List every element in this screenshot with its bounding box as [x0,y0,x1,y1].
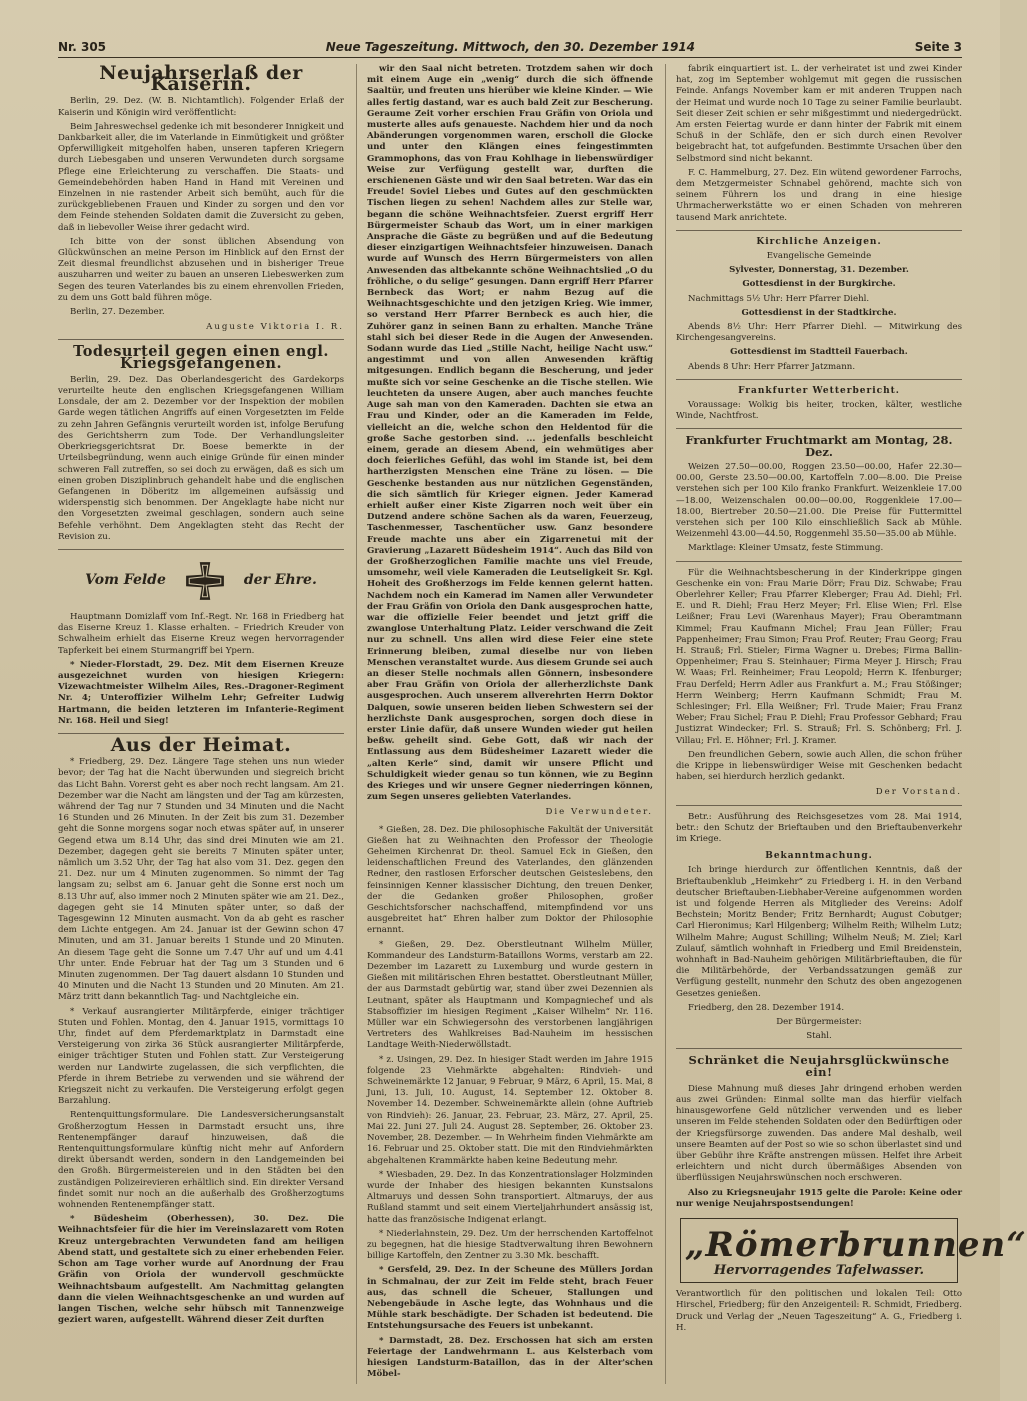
divider [676,805,962,806]
article-paragraph: * Gersfeld, 29. Dez. In der Scheune des Müllers Jordan in Schmalnau, der zur Zeit im Felde steht, brach Feuer aus, das schnell die Scheuer, Stallungen und Nebengebäude in Asche legte, das Wohnhaus und die Mühle stark beschädigte. Der Schaden ist bedeutend. Die Entstehungsursache des Feuers ist unbekannt. [367,1265,653,1332]
section-header-right: der Ehre. [243,572,317,589]
article-paragraph: * Gießen, 28. Dez. Die philosophische Fakultät der Universität Gießen hat zu Weihnachten den Professor der Theologie Geheimen Kirchenrat Dr. theol. Samuel Eck in Gießen, den leidenschaftlichen Freund des Vaterlandes, den glänzenden Redner, den rastlosen Erforscher deutschen Geisteslebens, den feinsinnigen Kenner klassischer Dichtung, den treuen Denker, der die Gedanken großer Philosophen, großer Geschichtsforscher nachschaffend, mitempfindend vor uns ausgebreitet hat“ Ehren halber zum Doktor der Philosophie ernannt. [367,824,653,936]
article-paragraph: Berlin, 29. Dez. Das Oberlandesgericht des Gardekorps verurteilte heute den englischen Kriegsgefangenen William Lonsdale, der am 2. Dezember vor der Inspektion der mobilen Garde wegen tätlichen Angriffs auf einen Vorgesetzten im Felde zu zehn Jahren Gefängnis verurteilt worden ist, infolge Berufung des Gerichtsherrn zum Tode. Der Verhandlungsleiter Oberkriegsgerichtsrat Dr. Boese bemerkte in der Urteilsbegründung, wenn auch einige Gründe für einen minder schweren Fall zutreffen, so sei doch zu erwägen, daß es sich um einen groben Disziplinbruch gehandelt habe und die englischen Gefangenen in Döberitz im allgemeinen aufsässig und widerspenstig sich benommen. Der Angeklagte habe nicht nur den Vorgesetzten zweimal geschlagen, sondern auch seine Befehle verhöhnt. Dem Angeklagten steht das Recht der Revision zu. [58,374,344,542]
church-line: Gottesdienst im Stadtteil Fauerbach. [730,347,908,358]
section-header-felde [58,560,344,602]
article-paragraph: Betr.: Ausführung des Reichsgesetzes vom 28. Mai 1914, betr.: den Schutz der Brieftauben und den Brieftaubenverkehr im Kriege. [676,811,962,844]
ad-brand: „Römerbrunnen“ [685,1225,1027,1266]
headline-neujahrserlass: Neujahrserlaß der Kaiserin. [99,62,303,96]
article-paragraph: * Verkauf ausrangierter Militärpferde, einiger trächtiger Stuten und Fohlen. Montag, den 4. Januar 1915, vormittags 10 Uhr, findet auf dem Pferdemarktplatz in Darmstadt eine Versteigerung von zirka 36 Stück ausrangierter Militärpferde, einiger trächtiger Stuten und Fohlen statt. Zur Versteigerung werden nur Landwirte zugelassen, die sich verpflichten, die Pferde in ihrem Betriebe zu verwenden und sie während der Kriegszeit nicht zu verkaufen. Die Versteigerung erfolgt gegen Barzahlung. [58,1006,344,1107]
divider [58,549,344,550]
announcement-heading: Bekanntmachung. [765,851,873,862]
signature: Der Bürgermeister: [776,1017,862,1028]
article-paragraph: fabrik einquartiert ist. L. der verheiratet ist und zwei Kinder hat, zog im September wohlgemut mit gegen die russischen Feinde. Anfangs November kam er mit anderen Truppen nach der Heimat und wurde noch 10 Tage zu seiner Familie beurlaubt. Seit dieser Zeit schien er sehr mißgestimmt und niedergedrückt. Am ersten Feiertag wurde er dann hinter der Fabrik mit einem Schuß in der Schläfe, den er sich durch einen Revolver beigebracht hat, tot aufgefunden. Bestimmte Ursachen über den Selbstmord sind nicht bekannt. [676,64,962,164]
article-dateline: Berlin, 27. Dezember. [70,307,165,318]
column-3 [665,64,1027,1384]
article-paragraph: Berlin, 29. Dez. (W. B. Nichtamtlich). Folgender Erlaß der Kaiserin und Königin wird veröffentlicht: [58,96,344,118]
signature: Die Verwundeter. [545,807,653,818]
issue-number: Nr. 305 [58,40,107,54]
divider [676,230,962,231]
article-paragraph: Diese Mahnung muß dieses Jahr dringend erhoben werden aus zwei Gründen: Einmal sollte man das hierfür vielfach hinausgeworfene Geld nützlicher verwenden und es lieber unseren im Felde stehenden Soldaten oder den Bedürftigen oder der Kriegsfürsorge zuwenden. Das andere Mal deshalb, weil unsere Beamten auf der Post so wie so schon überlastet sind und über Gebühr ihre Kräfte anstrengen müssen. Helfet ihre Arbeit erleichtern und nicht durch übermäßiges Absenden von überflüssigen Neujahrswünschen noch erschweren. [676,1083,962,1184]
article-paragraph: F. C. Hammelburg, 27. Dez. Ein wütend gewordener Farrochs, dem Metzgermeister Schnabel gehörend, machte sich von seinem Führern los und drang in eine hiesige Uhrmacherwerkstätte wo er einen Schaden von mehreren tausend Mark anrichtete. [676,167,962,223]
headline-todesurteil: Todesurteil gegen einen engl. Kriegsgefangenen. [73,343,329,372]
headline-heimat: Aus der Heimat. [110,733,292,756]
article-dateline: Friedberg, den 28. Dezember 1914. [688,1002,845,1013]
imprint: Verantwortlich für den politischen und lokalen Teil: Otto Hirschel, Friedberg; für den Anzeigenteil: R. Schmidt, Friedberg. Druck und Verlag der „Neuen Tageszeitung“ A. G., Friedberg i. H. [676,1289,962,1333]
article-paragraph: * Gießen, 29. Dez. Oberstleutnant Wilhelm Müller, Kommandeur des Landsturm-Bataillons Worms, verstarb am 22. Dezember im Lazarett zu Luxemburg und wurde gestern in Gießen mit militärischen Ehren bestattet. Oberstleutnant Müller, der aus Darmstadt gebürtig war, stand über zwei Dezennien als Leutnant, später als Hauptmann und Kompagniechef und als Stabsoffizier im hiesigen Regiment „Kaiser Wilhelm“ Nr. 116. Müller war ein Schwiegersohn des verstorbenen langjährigen Vertreters des Wahlkreises Bad-Nauheim im hessischen Landtage Weith-Niederwöllstadt. [367,939,653,1051]
article-paragraph: * Büdesheim (Oberhessen), 30. Dez. Die Weihnachtsfeier für die hier im Vereinslazarett vom Roten Kreuz untergebrachten Verwundeten fand am heiligen Abend statt, und gestaltete sich zu einer erhebenden Feier. Schon am Tage vorher wurde auf Anordnung der Frau Gräfin von Oriola der wundervoll geschmückte Weihnachtsbaum aufgestellt. Am Nachmittag gelangten dann die vielen Weihnachtsgeschenke an und wurden auf langen Tischen, welche sehr hübsch mit Tannenzweige geziert waren, aufgestellt. Während dieser Zeit durften [58,1214,344,1326]
article-paragraph: Für die Weihnachtsbescherung in der Kinderkrippe gingen Geschenke ein von: Frau Marie Dörr; Frau Diz. Schwabe; Frau Oberlehrer Keller; Frau Pfarrer Kleberger; Frau Ad. Diehl; Frl. E. und R. Diehl; Frau Herz Meyer; Frl. Elise Wien; Frl. Else Leißner; Frau Levi (Warenhaus Mayer); Frau Oberamtmann Kimmel; Frau Kaufmann Michel; Frau Jean Füller; Frau Pappenheimer; Frau Simon; Frau Prof. Reuter; Frau Georg; Frau H. Strauß; Frl. Stieler; Firma Wagner u. Drebes; Firma Ballin-Oppenheimer; Frau S. Steinhauer; Firma Meyer J. Hirsch; Frau W. Waas; Frl. Reinheimer; Frau Leopold; Herrn K. Ifenburger; Frau Derfeld; Herrn Adler aus Frankfurt a. M.; Frau Stößinger; Herrn Weinberg; Herrn Kaufmann Schmidt; Frau M. Schlesinger; Frl. Ella Weißner; Frl. Trude Maier; Frau Franz Weber; Frau Sichel; Frau P. Diehl; Frau Professor Gebhard; Frau Justizrat Windecker; Frl. S. Strauß; Frl. S. Schönberg; Frl. J. Villau; Frl. E. Höhner; Frl. J. Kramer. [676,567,962,746]
market-heading: Frankfurter Fruchtmarkt am Montag, 28. Dez. [685,433,953,459]
article-paragraph: Hauptmann Domizlaff vom Inf.-Regt. Nr. 168 in Friedberg hat das Eiserne Kreuz 1. Klasse erhalten. – Friedrich Kreuder von Schwalheim erhielt das Eiserne Kreuz wegen hervorragender Tapferkeit bei einem Sturmangriff bei Ypern. [58,611,344,656]
columns [58,62,1027,1384]
divider [676,561,962,562]
article-paragraph: * z. Usingen, 29. Dez. In hiesiger Stadt werden im Jahre 1915 folgende 23 Viehmärkte abgehalten: Rindvieh- und Schweinemärkte 12 Januar, 9 Februar, 9 März, 6 April, 15. Mai, 8 Juni, 13. Juli, 10. August, 14. September 12. Oktober 8. November 14. Dezember. Schweinemärkte allein (ohne Auftrieb von Rindvieh): 26. Januar, 23. Februar, 23. März, 27. April, 25. Mai 22. Juni 27. Juli 24. August 28. September, 26. Oktober 23. November, 28. Dezember. — In Wehrheim finden Viehmärkte am 16. Februar und 25. Oktober statt. Die mit den Rindviehmärkten abgehaltenen Krammärkte haben keine Bedeutung mehr. [367,1054,653,1166]
article-paragraph: Rentenquittungsformulare. Die Landesversicherungsanstalt Großherzogtum Hessen in Darmstadt ersucht uns, ihre Rentenempfänger darauf hinzuweisen, daß die Rentenquittungsformulare künftig nicht mehr auf Anfordern direkt übersandt werden, sondern in den Landgemeinden bei den Großh. Bürgermeistereien und in den Städten bei den zuständigen Polizeirevieren erhältlich sind. Ein direkter Versand findet somit nur noch an die außerhalb des Großherzogtums wohnenden Rentenempfänger statt. [58,1110,344,1211]
article-paragraph: wir den Saal nicht betreten. Trotzdem sahen wir doch mit einem Auge ein „wenig“ durch die sich öffnende Saaltür, und freuten uns hierüber wie kleine Kinder. — Wie alles fertig dastand, war es auch bald Zeit zur Bescherung. Geraume Zeit vorher erschien Frau Gräfin von Oriola und musterte alles aufs genaueste. Nachdem hier und da noch Abänderungen vorgenommen waren, erscholl die Glocke und unter den Klängen eines feingestimmten Grammophons, das von Frau Kohlhage in liebenswürdiger Weise zur Verfügung gestellt war, durften die erschienenen Gäste und wir den Saal betreten. War das ein Freude! Soviel Liebes und Gutes auf den geschmückten Tischen liegen zu sehen! Nachdem alles zur Stelle war, begann die schöne Weihnachtsfeier. Zuerst ergriff Herr Bürgermeister Schaub das Wort, um in einer markigen Ansprache die Gäste zu begrüßen und auf die Bedeutung dieser einzigartigen Weihnachtsfeier hinzuweisen. Danach wurde auf Wunsch des Herrn Bürgermeisters von allen Anwesenden das altbekannte schöne Weihnachtslied „O du fröhliche, o du selige“ gesungen. Dann ergriff Herr Pfarrer Bernbeck das Wort; er nahm Bezug auf die Weihnachtsgeschichte und den jetzigen Krieg. Wie immer, so verstand Herr Pfarrer Bernbeck es auch hier, die Zuhörer ganz in seinen Bann zu erhalten. Manche Träne stahl sich bei dieser Rede in die Augen der Anwesenden. Sodann wurde das Lied „Stille Nacht, heilige Nacht usw.“ angestimmt und von allen Anwesenden kräftig mitgesungen. Endlich begann die Bescherung, und jeder mußte sich vor seine Geschenke an die Tische stellen. Wie leuchteten da unsere Augen, aber auch manches feuchte Auge sah man von den Kameraden. Dachten sie etwa an Frau und Kinder, oder an die Kameraden im Felde, vielleicht an die, welche schon den Heldentod für die große Sache gestorben sind. ... jedenfalls beschleicht einem, gerade an diesem Abend, ein wehmütiges aber doch feierliches Gefühl, das wohl im Stande ist, bei dem hartherzigsten Menschen eine Träne zu lösen. — Die Geschenke bestanden aus nur nützlichen Gegenständen, die sich sämtlich für Krieger eignen. Jeder Kamerad erhielt außer einer Kiste Zigarren noch weit über ein Dutzend andere schöne Sachen als da waren, Feuerzeug, Taschenmesser, Taschentücher usw. Ganz besondere Freude machte uns aber ein Zigarrenetui mit der Gravierung „Lazarett Büdesheim 1914“. Auch das Bild von der Großherzoglichen Familie machte uns viel Freude, umsomehr, weil viele Kameraden die Leutseligkeit Sr. Kgl. Hoheit des Großherzogs im Felde kennen gelernt hatten. Nachdem noch ein Kamerad im Namen aller Verwundeter der Frau Gräfin von Oriola den Dank ausgesprochen hatte, war die offizielle Feier beendet und jetzt griff die zwanglose Unterhaltung Platz. Leider verschwand die Zeit nur zu schnell. Uns allen wird diese Feier eine stete Erinnerung bleiben, zumal dieselbe nur von lieben Menschen veranstaltet wurde. Aus diesem Grunde sei auch an dieser Stelle nochmals allen Gönnern, insbesondere aber Frau Gräfin von Oriola der allerherzlichste Dank ausgesprochen. Auch unserem allverehrten Herrn Doktor Dalquen, sowie unseren beiden lieben Schwestern sei der herzlichste Dank ausgesprochen, sorgen doch diese in erster Linie dafür, daß unsere Wunden wieder gut heilen beßw. geheilt sind. Gebe Gott, daß wir nach der Entlassung aus dem Büdesheimer Lazarett wieder die „alten Kerle“ sind, damit wir unsere Pflicht und Schuldigkeit wieder genau so tun können, wie zu Beginn des Krieges und wir unsere Gegner niederringen können, zum Segen unseres geliebten Vaterlandes. [367,64,653,803]
weather-forecast: Voraussage: Wolkig bis heiter, trocken, kälter, westliche Winde, Nachtfrost. [676,400,962,422]
church-line: Evangelische Gemeinde [766,251,872,262]
article-paragraph: Also zu Kriegsneujahr 1915 gelte die Parole: Keine oder nur wenige Neujahrspostsendungen! [676,1187,962,1209]
weather-heading: Frankfurter Wetterbericht. [738,385,900,396]
article-paragraph: * Friedberg, 29. Dez. Längere Tage stehen uns nun wieder bevor; der Tag hat die Nacht überwunden und siegreich bricht das Licht Bahn. Vorerst geht es aber noch recht langsam. Am 21. Dezember war die Nacht am längsten und der Tag am kürzesten, während der Tag nur 7 Stunden und 34 Minuten und die Nacht 16 Stunden und 26 Minuten. In der Zeit bis zum 31. Dezember geht die Sonne morgens sogar noch etwas später auf, in unserer Gegend etwa um 8.14 Uhr, das sind drei Minuten wie am 21. Dezember, dagegen geht sie bereits 7 Minuten später unter, nämlich um 3.52 Uhr, der Tag hat also vom 31. Dez. gegen den 21. Dez. nur um 4 Minuten zugenommen. So nimmt der Tag langsam zu; selbst am 6. Januar geht die Sonne erst noch um 8.13 Uhr auf, also immer noch 2 Minuten später wie am 21. Dez., dagegen geht sie 14 Minuten später unter, so daß der Tagesgewinn 12 Minuten ausmacht. Von da ab geht es rascher dem Lichte entgegen. Am 24. Januar ist der Gewinn schon 47 Minuten, und am 31. Januar bereits 1 Stunde und 20 Minuten. An diesem Tage geht die Sonne um 7.47 Uhr auf und um 4.41 Uhr unter. Ende Februar hat der Tag um 3 Stunden und 6 Minuten zugenommen. Der Tag dauert alsdann 10 Stunden und 40 Minuten und die Nacht 13 Stunden und 20 Minuten. Am 21. März tritt dann bekanntlich Tag- und Nachtgleiche ein. [58,757,344,1003]
market-situation: Marktlage: Kleiner Umsatz, feste Stimmung. [688,543,884,554]
church-line: Nachmittags 5½ Uhr: Herr Pfarrer Diehl. [688,293,870,304]
headline-neujahrsglueckwuensche: Schränket die Neujahrsglückwünsche ein! [688,1053,950,1079]
article-paragraph: Ich bitte von der sonst üblichen Absendung von Glückwünschen an meine Person im Hinblick auf den Ernst der Zeit diesmal freundlichst abzusehen und in bisheriger Treue auszuharren und weiter zu bauen an unseren Liebeswerken zum Segen des teuren Vaterlandes bis zu einem ehrenvollen Frieden, zu dem uns Gott bald führen möge. [58,236,344,303]
church-line: Gottesdienst in der Burgkirche. [742,279,896,290]
article-paragraph: * Darmstadt, 28. Dez. Erschossen hat sich am ersten Feiertage der Landwehrmann L. aus Kelsterbach vom hiesigen Landsturm-Bataillon, das in der Alter'schen Möbel- [367,1335,653,1380]
article-paragraph: Beim Jahreswechsel gedenke ich mit besonderer Innigkeit und Dankbarkeit aller, die im Vaterlande in Einmütigkeit und größter Opferwilligkeit mitgeholfen haben, unseren tapferen Kriegern durch Liebesgaben und unseren Verwundeten durch sorgsame Pflege eine Erleichterung zu verschaffen. Die Staats- und Gemeindebehörden haben Hand in Hand mit Vereinen und Einzelnen in nie rastender Arbeit sich bemüht, auch für die zurückgebliebenen Frauen und Kinder zu sorgen und den vor dem Feinde stehenden Soldaten damit die Zuversicht zu geben, daß in liebevoller Weise ihrer gedacht wird. [58,121,344,233]
church-line: Gottesdienst in der Stadtkirche. [741,307,897,318]
iron-cross-icon [184,560,226,602]
divider [58,339,344,340]
church-line: Abends 8 Uhr: Herr Pfarrer Jatzmann. [688,361,856,372]
column-2 [356,64,653,1384]
article-paragraph: * Nieder-Florstadt, 29. Dez. Mit dem Eisernen Kreuze ausgezeichnet wurden von hiesigen Kriegern: Vizewachtmeister Wilhelm Ailes, Res.-Dragoner-Regiment Nr. 4; Unteroffizier Wilhelm Lehr; Gefreiter Ludwig Hartmann, die beiden letzteren im Infanterie-Regiment Nr. 168. Heil und Sieg! [58,659,344,726]
church-line: Abends 8½ Uhr: Herr Pfarrer Diehl. — Mitwirkung des Kirchengesangvereins. [676,322,962,344]
advertisement-roemerbrunnen [680,1218,1027,1283]
divider [676,379,962,380]
article-paragraph: * Niederlahnstein, 29. Dez. Um der herrschenden Kartoffelnot zu begegnen, hat die hiesige Stadtverwaltung ihren Bewohnern billige Kartoffeln, den Zentner zu 3.30 Mk. beschafft. [367,1228,653,1262]
column-1 [58,64,344,1384]
church-line: Sylvester, Donnerstag, 31. Dezember. [729,265,909,276]
church-notices-heading: Kirchliche Anzeigen. [756,236,882,247]
signature: Der Vorstand. [875,787,962,798]
article-paragraph: * Wiesbaden, 29. Dez. In das Konzentrationslager Holzminden wurde der Inhaber des hiesigen bekannten Kunstsalons Altmaruys und dessen Sohn transportiert. Altmaruys, der aus Rußland stammt und seit einem Vierteljahrhundert ansässig ist, hatte das französische Indigenat erlangt. [367,1169,653,1225]
paper-date: Neue Tageszeitung. Mittwoch, den 30. Dezember 1914 [325,40,695,54]
market-prices: Weizen 27.50—00.00, Roggen 23.50—00.00, Hafer 22.30—00.00, Gerste 23.50—00.00, Kartoffeln 7.00—8.00. Die Preise verstehen sich per 100 Kilo franko Frankfurt. Weizenkleie 17.00—18.00, Weizenschalen 00.00—00.00, Roggenkleie 17.00—18.00, Biertreber 20.50—21.00. Die Preise für Futtermittel verstehen sich per 100 Kilo einschließlich Sack ab Mühle. Weizenmehl 43.00—44.50, Roggenmehl 35.50—35.00 ab Mühle. [676,461,962,540]
section-header-left: Vom Felde [85,572,166,589]
masthead [58,40,962,58]
divider [676,428,962,429]
ad-tagline: Hervorragendes Tafelwasser. [713,1263,925,1279]
page-number: Seite 3 [914,40,962,54]
signature: Auguste Viktoria I. R. [206,322,344,333]
article-paragraph: Ich bringe hierdurch zur öffentlichen Kenntnis, daß der Brieftaubenklub „Heimkehr“ zu Friedberg i. H. in den Verband deutscher Brieftauben-Liebhaber-Vereine aufgenommen worden ist und folgende Herren als Mitglieder des Vereins: Adolf Bechstein; Moritz Bender; Fritz Bernhardt; August Cobutger; Carl Hieronimus; Karl Hilgenberg; Wilhelm Reith; Wilhelm Lutz; Wilhelm Mahre; August Schilling; Wilhelm Neuß; M. Ziel; Karl Zulauf, sämtlich wohnhaft in Friedberg und Emil Breidenstein, wohnhaft in Bad-Nauheim gehörigen Militärbrieftauben, die für die Militärbehörde, der Verbandssatzungen gemäß zur Verfügung gestellt, nunmehr den Schutz des oben angezogenen Gesetzes genießen. [676,865,962,999]
signature: Stahl. [806,1031,832,1042]
article-paragraph: Den freundlichen Gebern, sowie auch Allen, die schon früher die Krippe in liebenswürdiger Weise mit Geschenken bedacht haben, sei hierdurch herzlich gedankt. [676,749,962,783]
divider [676,1048,962,1049]
